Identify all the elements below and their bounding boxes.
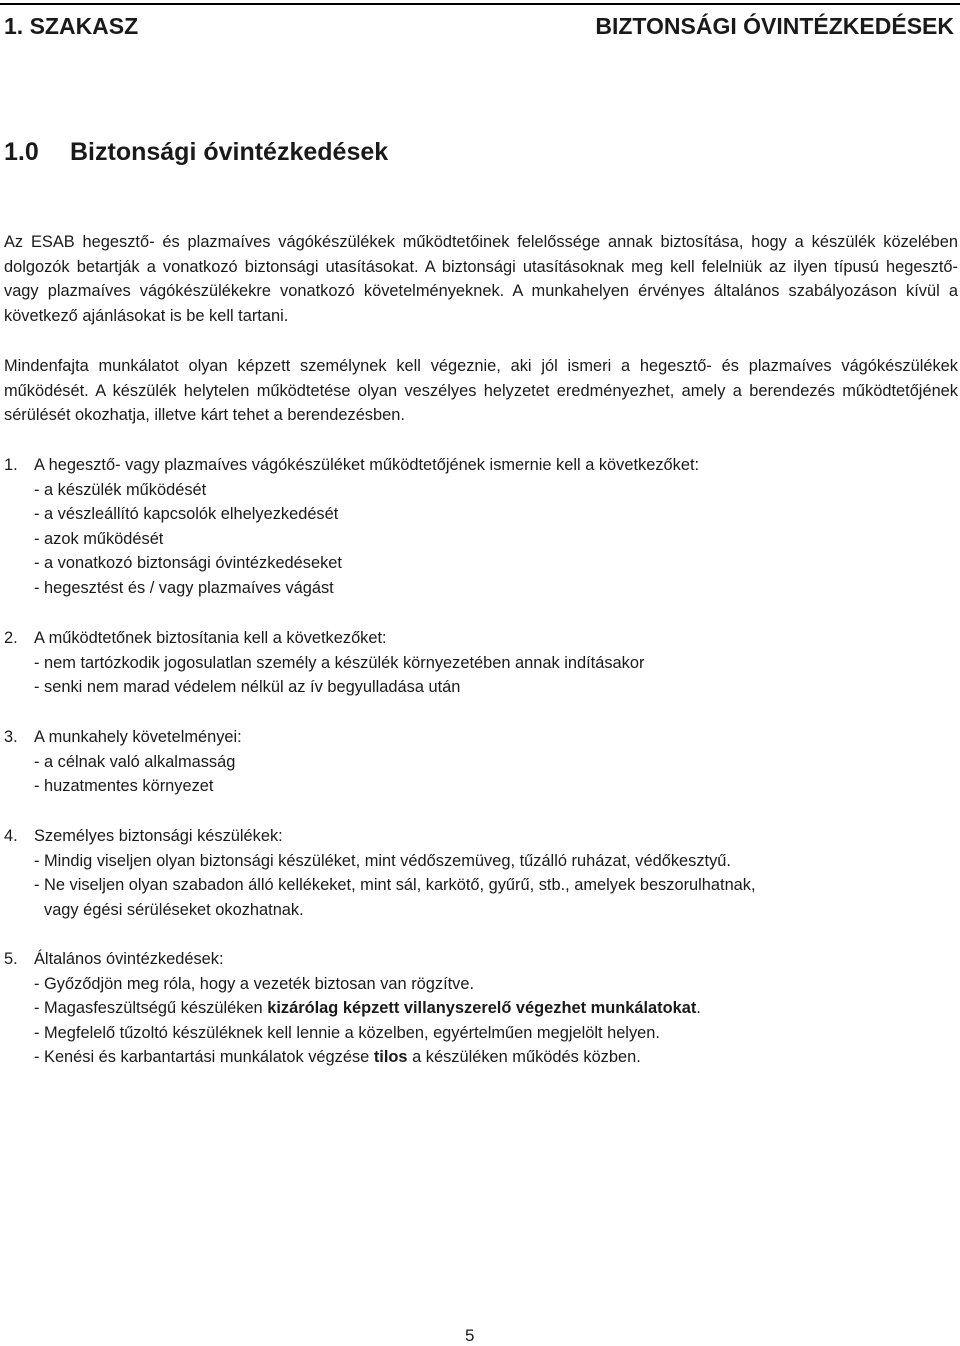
- list-item: - senki nem marad védelem nélkül az ív begyulladása után: [34, 678, 461, 697]
- list-item: - Ne viseljen olyan szabadon álló kellékeket, mint sál, karkötő, gyűrű, stb., amelyek beszorulhatnak,: [34, 876, 756, 895]
- list-item: - Megfelelő tűzoltó készüléknek kell lennie a közelben, egyértelműen megjelölt helyen.: [34, 1023, 660, 1042]
- list-item: - nem tartózkodik jogosulatlan személy a készülék környezetében annak indításakor: [34, 653, 645, 672]
- list-item: - a célnak való alkalmasság: [34, 752, 236, 771]
- page-number: 5: [465, 1326, 475, 1345]
- section-heading: Személyes biztonsági készülékek:: [34, 827, 283, 845]
- section-title-text: Biztonsági óvintézkedések: [70, 138, 389, 166]
- section-number: 3.: [4, 728, 18, 746]
- section-heading: A működtetőnek biztosítania kell a következőket:: [34, 629, 387, 647]
- list-section-1: [4, 453, 944, 601]
- page-header: [4, 10, 954, 42]
- list-item-text: - Kenési és karbantartási munkálatok végzése: [34, 1048, 374, 1067]
- list-item: - hegesztést és / vagy plazmaíves vágást: [34, 578, 334, 597]
- list-item: [4, 1045, 944, 1070]
- section-number: 2.: [4, 629, 18, 647]
- list-item-text: a készüléken működés közben.: [407, 1048, 641, 1067]
- list-item: - a vészleállító kapcsolók elhelyezkedését: [34, 505, 339, 524]
- list-item: - azok működését: [34, 529, 164, 548]
- list-item: - a vonatkozó biztonsági óvintézkedéseket: [34, 554, 342, 573]
- list-item: - huzatmentes környezet: [34, 777, 214, 796]
- section-title-number: 1.0: [4, 138, 39, 166]
- list-item-emphasis: tilos: [373, 1048, 408, 1067]
- list-item: - Mindig viseljen olyan biztonsági készüléket, mint védőszemüveg, tűzálló ruházat, védőkesztyű.: [34, 851, 731, 870]
- list-section-2: [4, 626, 944, 700]
- section-number: 1.: [4, 456, 18, 474]
- header-title: BIZTONSÁGI ÓVINTÉZKEDÉSEK: [595, 12, 954, 39]
- list-item-text: - Magasfeszültségű készüléken: [34, 999, 268, 1018]
- section-number: 5.: [4, 950, 18, 968]
- header-section: 1. SZAKASZ: [4, 12, 139, 39]
- list-section-4: [4, 824, 944, 922]
- section-heading: Általános óvintézkedések:: [34, 950, 224, 968]
- list-item: - Győződjön meg róla, hogy a vezeték biztosan van rögzítve.: [34, 974, 475, 993]
- list-section-3: [4, 725, 944, 799]
- section-title: [4, 138, 388, 167]
- section-number: 4.: [4, 827, 18, 845]
- list-section-5: [4, 947, 944, 1070]
- operation-paragraph: Mindenfajta munkálatot olyan képzett személynek kell végeznie, aki jól ismeri a hegesztő- és plazmaíves vágókészülékek működését. A készülék helytelen működtetése olyan veszélyes helyzetet eredményezhet, amely a berendezés működtetőjének sérülését okozhatja, illetve kárt tehet a berendezésben.: [4, 357, 958, 425]
- list-item: [4, 996, 944, 1021]
- list-item-text: .: [696, 999, 701, 1018]
- list-item-continuation: vagy égési sérüléseket okozhatnak.: [44, 900, 304, 919]
- section-heading: A hegesztő- vagy plazmaíves vágókészüléket működtetőjének ismernie kell a következőket:: [34, 456, 700, 474]
- section-heading: A munkahely követelményei:: [34, 728, 242, 746]
- header-rule: [0, 3, 960, 5]
- intro-paragraph: Az ESAB hegesztő- és plazmaíves vágókészülékek működtetőinek felelőssége annak biztosítása, hogy a készülék közelében dolgozók betartják a vonatkozó biztonsági utasításokat. A biztonsági utasításoknak meg kell felelniük az ilyen típusú hegesztő- vagy plazmaíves vágókészülékekre vonatkozó követelményeknek. A munkahelyen érvényes általános szabályozáson kívül a következő ajánlásokat is be kell tartani.: [4, 233, 958, 325]
- list-item: - a készülék működését: [34, 480, 207, 499]
- list-item-emphasis: kizárólag képzett villanyszerelő végezhet munkálatokat: [267, 999, 697, 1018]
